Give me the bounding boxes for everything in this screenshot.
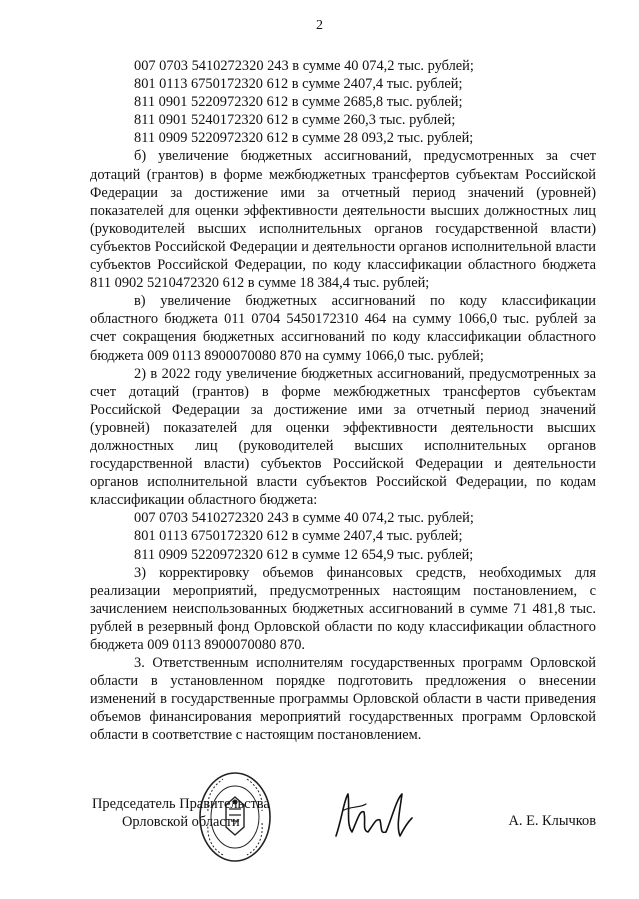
handwritten-signature: [330, 788, 416, 844]
signatory-title: [92, 795, 270, 831]
paragraph-b: б) увеличение бюджетных ассигнований, предусмотренных за счет дотаций (грантов) в форме межбюджетных трансфертов субъектам Российской Федерации за достижение ими за отчетный период значений (уровней) показателей для оценки эффективности деятельности высших должностных лиц (руководителей высших исполнительных органов государственной власти) субъектов Российской Федерации и деятельности органов исполнительной власти субъектов Российской Федерации, по коду классификации областного бюджета 811 0902 5210472320 612 в сумме 18 384,4 тыс. рублей;: [90, 148, 596, 292]
paragraph-3-subitem: 3) корректировку объемов финансовых средств, необходимых для реализации мероприятий, предусмотренных настоящим постановлением, с зачислением неиспользованных бюджетных ассигнований в сумме 71 481,8 тыс. рублей в резервный фонд Орловской области по коду классификации областного бюджета 009 0113 8900070080 870.: [90, 564, 596, 653]
paragraph-v: в) увеличение бюджетных ассигнований по коду классификации областного бюджета 011 0704 5450172310 464 на сумму 1066,0 тыс. рублей за счет сокращения бюджетных ассигнований по коду классификации областного бюджета 009 0113 8900070080 870 на сумму 1066,0 тыс. рублей;: [90, 293, 596, 364]
page-number: 2: [316, 18, 323, 33]
budget-line: 811 0909 5220972320 612 в сумме 12 654,9 тыс. рублей;: [134, 546, 474, 563]
budget-line: 007 0703 5410272320 243 в сумме 40 074,2 тыс. рублей;: [134, 58, 474, 74]
budget-line: 801 0113 6750172320 612 в сумме 2407,4 тыс. рублей;: [134, 528, 463, 545]
signatory-title-line1: Председатель Правительства: [92, 796, 270, 812]
paragraph-2: 2) в 2022 году увеличение бюджетных ассигнований, предусмотренных за счет дотаций (грантов) в форме межбюджетных трансфертов субъектам Российской Федерации за достижение ими за отчетный период значений (уровней) показателей для оценки эффективности деятельности высших должностных лиц (руководителей высших исполнительных органов государственной власти) субъектов Российской Федерации и деятельности органов исполнительной власти субъектов Российской Федерации, по кодам классификации областного бюджета:: [90, 365, 596, 509]
budget-line: 811 0901 5240172320 612 в сумме 260,3 тыс. рублей;: [134, 112, 456, 129]
signatory-name: А. Е. Клычков: [508, 813, 596, 829]
budget-line: 811 0909 5220972320 612 в сумме 28 093,2 тыс. рублей;: [134, 130, 474, 147]
document-body: [90, 57, 596, 745]
budget-line: 007 0703 5410272320 243 в сумме 40 074,2 тыс. рублей;: [134, 510, 474, 527]
paragraph-item-3: 3. Ответственным исполнителям государственных программ Орловской области в установленном порядке подготовить предложения о внесении изменений в государственные программы Орловской области в части приведения объемов финансирования мероприятий государственных программ Орловской области в соответствие с настоящим постановлением.: [90, 655, 596, 744]
budget-line: 811 0901 5220972320 612 в сумме 2685,8 тыс. рублей;: [134, 94, 463, 111]
budget-line: 801 0113 6750172320 612 в сумме 2407,4 тыс. рублей;: [134, 76, 463, 93]
signatory-title-line2: Орловской области: [122, 814, 240, 830]
